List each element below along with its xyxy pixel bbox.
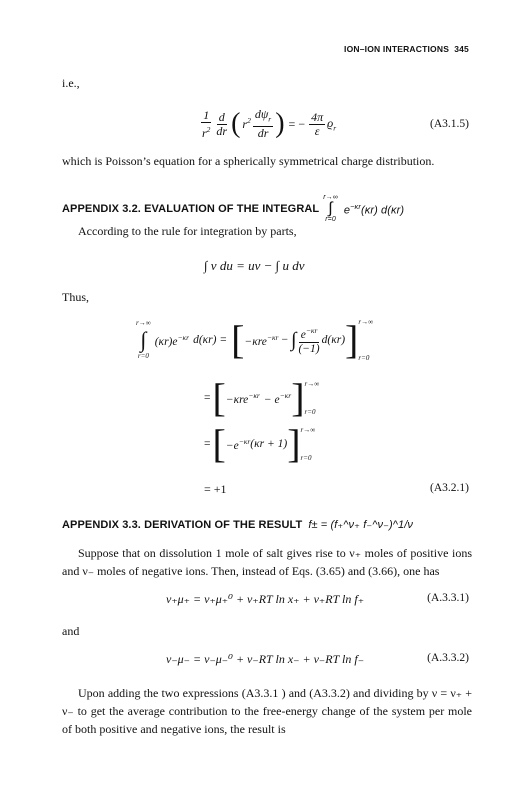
eq-number-a315: (A3.1.5) <box>430 118 469 130</box>
equation-parts: ∫ v du = uv − ∫ u dv <box>204 258 305 273</box>
paren-close: ) <box>275 108 285 139</box>
eq-a321-line3: = [ $-e^{-\kappa r}$ (κr + 1) ] r→∞ r=0 <box>204 421 316 466</box>
eq-a321-line4: = +1 <box>204 482 227 496</box>
bracket-close-2: ] <box>291 375 305 420</box>
appendix-33-title: APPENDIX 3.3. DERIVATION OF THE RESULT <box>62 518 303 531</box>
eq-inner-r: $r^2$ <box>242 116 251 131</box>
equation-a331: ν₊μ₊ = ν₊μ₊⁰ + ν₊RT ln x₊ + ν₊RT ln f₊ <box>166 592 365 606</box>
para-adding: Upon adding the two expressions (A3.3.1 ) and (A3.3.2) and dividing by ν = ν₊ + ν₋ to get the average contribution to the free-energy change of the system per mole of both positive and negative ions, the result is <box>62 686 472 736</box>
eq-frac-d-dr: $\frac{d}{dr}$ <box>216 109 228 138</box>
bracket-open-3: [ <box>212 421 226 466</box>
running-head <box>344 44 469 54</box>
equation-a315 <box>200 108 336 140</box>
eq-rho: $ϱ_r$ <box>327 115 337 133</box>
eq-a321-line2: = [ −κre$^{-\kappa r}$ − $e^{-\kappa r}$ ] r→∞ r=0 <box>204 375 320 420</box>
eq-number-a331: (A.3.3.1) <box>427 592 469 604</box>
eq-number-a321: (A3.2.1) <box>430 482 469 494</box>
paren-open: ( <box>231 108 241 139</box>
eq-frac-1-over-r2: $\frac{1}{r^2}$ <box>202 107 211 140</box>
eq-a321-integral: r→∞ ∫ r=0 <box>136 319 151 360</box>
and-text: and <box>62 624 80 638</box>
bracket-open-1: [ <box>231 317 245 362</box>
running-title: ION–ION INTERACTIONS <box>344 44 450 54</box>
eq-a321-frac: $\frac{e^{-\kappa r}}{(-1)}$ <box>298 326 320 355</box>
para-rule: According to the rule for integration by parts, <box>78 224 297 238</box>
eq-equals: = − <box>288 116 306 131</box>
para-dissolution: Suppose that on dissolution 1 mole of salt gives rise to ν₊ moles of positive ions and ν₋ moles of negative ions. Then, instead of Eqs. (3.65) and (3.66), one has <box>62 546 472 578</box>
bracket-open-2: [ <box>212 375 226 420</box>
page-number: 345 <box>454 44 469 54</box>
bracket-close-3: ] <box>287 421 301 466</box>
eq-frac-dpsi-dr: $\frac{d\psi_r}{dr}$ <box>254 107 272 140</box>
appendix-33-result: f± = (f₊^ν₊ f₋^ν₋)^1/ν <box>308 519 414 531</box>
equation-a332: ν₋μ₋ = ν₋μ₋⁰ + ν₋RT ln x₋ + ν₋RT ln f₋ <box>166 652 365 666</box>
eq-frac-4pi-eps: $\frac{4\pi}{\varepsilon}$ <box>311 109 324 138</box>
appendix-32-title: APPENDIX 3.2. EVALUATION OF THE INTEGRAL <box>62 203 320 215</box>
ie-text: i.e., <box>62 76 80 90</box>
appendix-32-heading <box>62 194 404 224</box>
bracket-close-1: ] <box>345 317 359 362</box>
appendix-32-integral: r→∞ ∫ r=0 $e^{-\kappa r}(\kappa r)$ d(κr) <box>323 194 405 223</box>
eq-a321-line1: r→∞ ∫ r=0 $(\kappa r)e^{-\kappa r}$ d(κr) = [ −κre$^{-\kappa r}$ − ∫ $\frac{e^{-\kappa r}}{(-1)}$ d(κr) ] r→∞ r=0 <box>136 317 374 362</box>
thus-text: Thus, <box>62 290 89 304</box>
appendix-33-heading <box>62 518 413 531</box>
para-poisson: which is Poisson’s equation for a spherically symmetrical charge distribution. <box>62 154 435 168</box>
eq-number-a332: (A.3.3.2) <box>427 652 469 664</box>
